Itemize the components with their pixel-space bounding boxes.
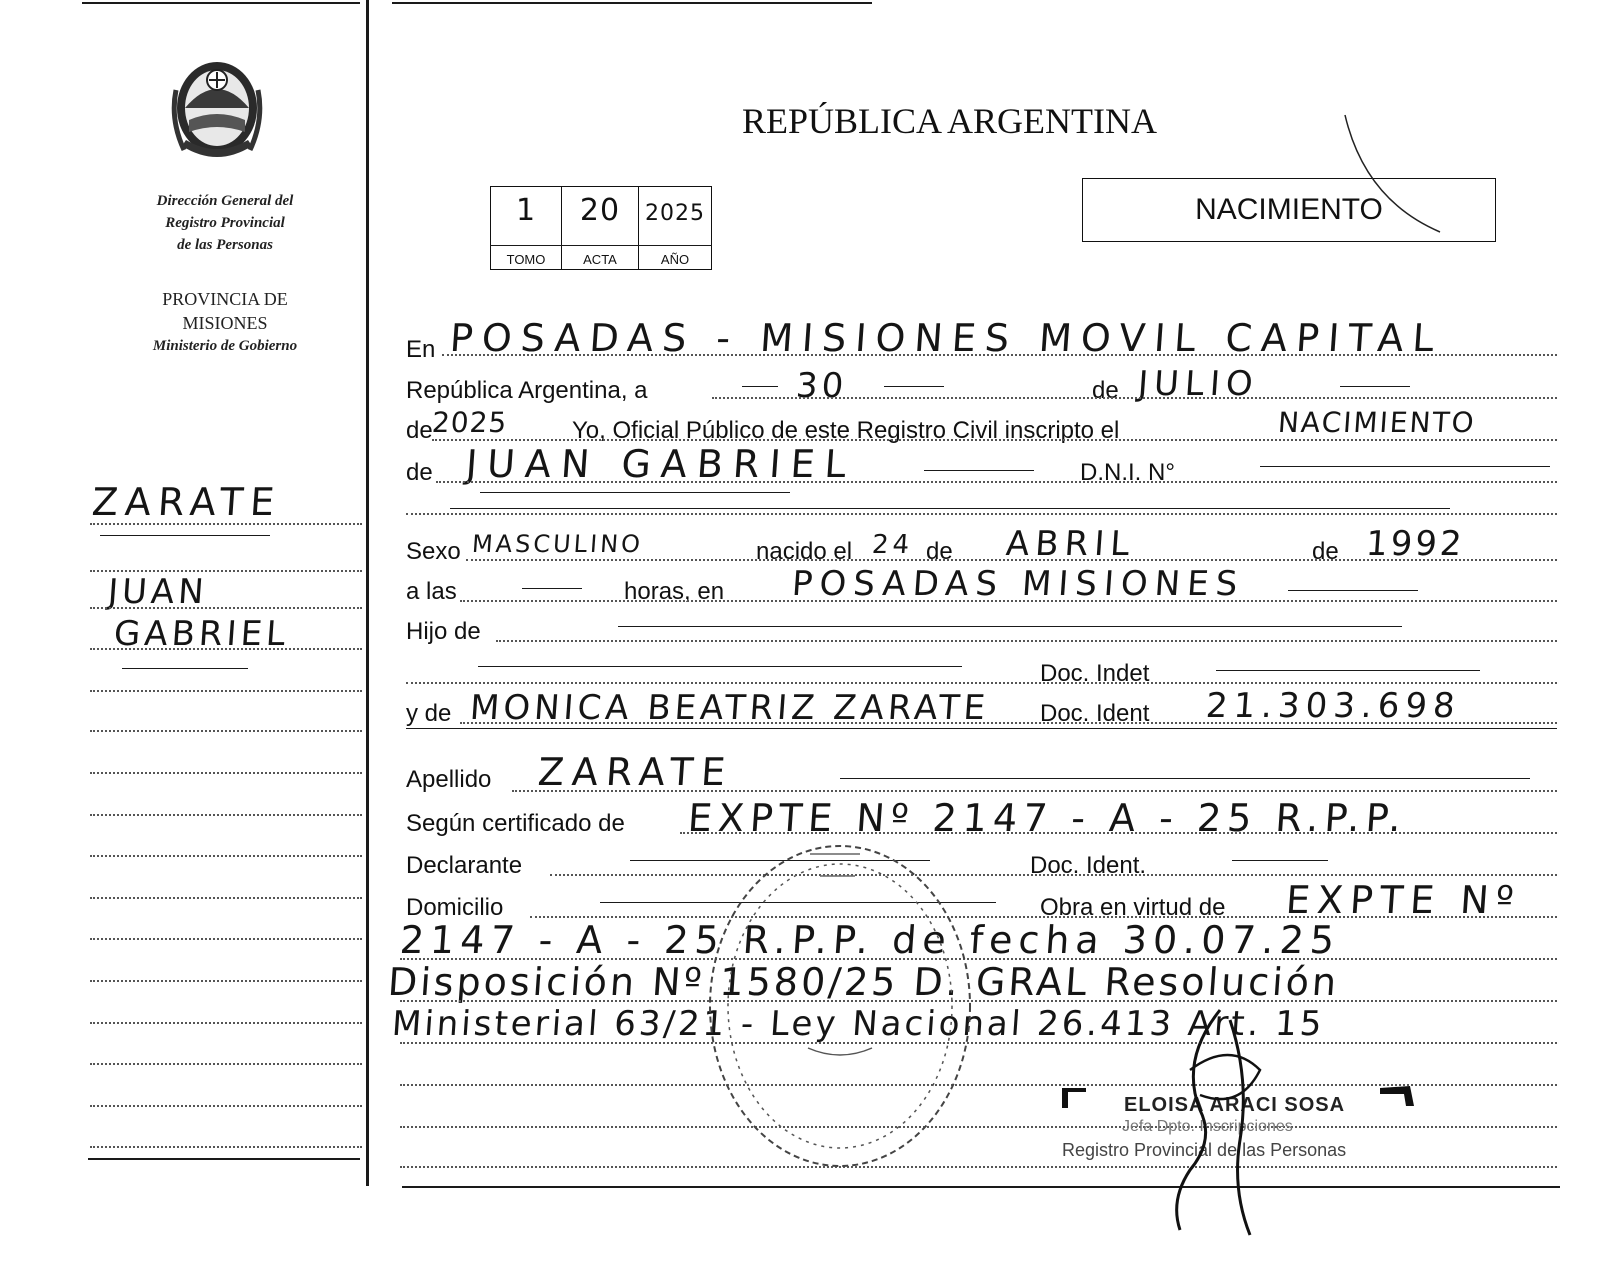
fill-dash <box>1288 590 1418 591</box>
remarks-line-2: Disposición Nº 1580/25 D. GRAL Resolución <box>386 960 1341 1004</box>
mother-name: MONICA BEATRIZ ZARATE <box>468 688 991 728</box>
name-prefix: de <box>406 459 433 486</box>
margin-dotted-line <box>90 814 362 816</box>
ministry-name: Ministerio de Gobierno <box>152 338 298 354</box>
institution-line-1: Dirección General del <box>156 193 294 209</box>
horas-label: horas, en <box>624 578 725 605</box>
institution-line-2: Registro Provincial <box>165 215 285 231</box>
fill-dash <box>478 666 962 667</box>
dotted-line <box>512 790 1557 792</box>
fill-dash <box>924 470 1034 471</box>
yo-statement: Yo, Oficial Público de este Registro Civil inscripto el <box>572 417 1120 444</box>
dotted-line <box>496 640 1557 642</box>
fill-dash <box>450 508 1450 509</box>
sexo-label: Sexo <box>406 538 461 565</box>
bottom-left-rule <box>88 1158 360 1160</box>
de-label: de <box>1092 377 1119 404</box>
province-line-2: MISIONES <box>182 313 268 333</box>
province-line-1: PROVINCIA DE <box>162 289 288 309</box>
margin-dotted-line <box>90 855 362 857</box>
institution-line-3: de las Personas <box>177 237 273 253</box>
obra-value: EXPTE Nº <box>1284 878 1523 922</box>
republica-label: República Argentina, a <box>406 377 648 404</box>
certificate-value: EXPTE Nº 2147 - A - 25 R.P.P. <box>686 796 1409 840</box>
province-name <box>110 287 340 335</box>
dotted-line <box>436 481 1557 483</box>
birth-year: 1992 <box>1364 524 1466 564</box>
margin-dotted-line <box>90 1146 362 1148</box>
dotted-line <box>406 513 1557 515</box>
dotted-line <box>460 600 1557 602</box>
a-las-label: a las <box>406 578 457 605</box>
mother-doc-label: Doc. Ident <box>1040 700 1150 727</box>
margin-name-underline <box>122 668 248 669</box>
fill-dash <box>1340 386 1410 387</box>
fill-dash <box>742 386 778 387</box>
margin-dotted-line <box>90 1063 362 1065</box>
record-type-label: NACIMIENTO <box>1195 193 1383 226</box>
name-underline <box>480 492 790 493</box>
dotted-line <box>460 722 1557 724</box>
certificado-label: Según certificado de <box>406 810 625 837</box>
margin-dotted-line <box>90 607 362 609</box>
margin-dotted-line <box>90 523 362 525</box>
signatory-name: ELOISA ARACI SOSA <box>1124 1094 1346 1116</box>
remarks-line-3: Ministerial 63/21 - Ley Nacional 26.413 Art. 15 <box>390 1004 1326 1044</box>
surname: ZARATE <box>536 750 735 794</box>
dotted-line <box>466 559 1557 561</box>
margin-dotted-line <box>90 730 362 732</box>
top-left-rule <box>82 2 360 4</box>
dotted-line <box>406 682 1557 684</box>
child-name: JUAN GABRIEL <box>464 442 858 486</box>
fill-dash <box>522 588 582 589</box>
registration-place: POSADAS - MISIONES MOVIL CAPITAL <box>448 316 1445 360</box>
margin-surname-underline <box>100 535 270 536</box>
margin-dotted-line <box>90 570 362 572</box>
y-de-label: y de <box>406 700 452 727</box>
section-rule <box>406 728 1557 729</box>
fill-dash <box>1260 466 1550 467</box>
margin-dotted-line <box>90 1105 362 1107</box>
en-label: En <box>406 336 436 363</box>
apellido-label: Apellido <box>406 766 492 793</box>
fill-dash <box>884 386 944 387</box>
registration-year: 2025 <box>430 406 509 439</box>
column-divider <box>366 0 369 1186</box>
nacido-label: nacido el <box>756 538 853 565</box>
declarante-label: Declarante <box>406 852 523 879</box>
obra-label: Obra en virtud de <box>1040 894 1226 921</box>
fill-dash <box>1232 860 1328 861</box>
hijo-label: Hijo de <box>406 618 481 645</box>
dotted-line <box>680 832 1557 834</box>
margin-second-name: GABRIEL <box>112 614 291 654</box>
anio-cell <box>638 186 712 270</box>
tomo-label: TOMO <box>506 252 546 267</box>
registry-box-divider <box>490 245 712 246</box>
institution-name <box>110 190 340 256</box>
fill-dash <box>840 778 1530 779</box>
acta-value: 20 <box>579 193 621 228</box>
handwritten-signature <box>1160 1000 1290 1240</box>
year-prefix: de <box>406 417 433 444</box>
birth-day: 24 <box>870 530 915 560</box>
birth-de-label-2: de <box>1312 538 1339 565</box>
margin-dotted-line <box>90 980 362 982</box>
tomo-cell <box>490 186 562 270</box>
acta-label: ACTA <box>583 252 617 267</box>
dotted-line <box>712 397 1557 399</box>
country-title: REPÚBLICA ARGENTINA <box>742 101 1158 141</box>
margin-dotted-line <box>90 772 362 774</box>
sex-value: MASCULINO <box>471 530 644 558</box>
top-right-rule <box>392 2 872 4</box>
dotted-line <box>442 354 1557 356</box>
anio-label: AÑO <box>660 252 690 267</box>
acta-cell <box>561 186 639 270</box>
pen-stroke-mark <box>1340 110 1450 240</box>
margin-dotted-line <box>90 938 362 940</box>
registration-month: JULIO <box>1136 364 1261 404</box>
registration-day: 30 <box>794 366 849 406</box>
official-stamp <box>690 836 990 1196</box>
tomo-value: 1 <box>515 193 537 228</box>
anio-value: 2025 <box>645 201 705 226</box>
birth-month: ABRIL <box>1004 524 1137 564</box>
fill-dash <box>1216 670 1480 671</box>
margin-dotted-line <box>90 897 362 899</box>
margin-dotted-line <box>90 1022 362 1024</box>
margin-surname: ZARATE <box>90 480 283 524</box>
domicilio-label: Domicilio <box>406 894 504 921</box>
margin-first-name: JUAN <box>106 572 210 612</box>
doc-indet-label: Doc. Indet <box>1040 660 1150 687</box>
declarante-doc-label: Doc. Ident. <box>1030 852 1147 879</box>
margin-dotted-line <box>90 648 362 650</box>
mother-doc-number: 21.303.698 <box>1204 686 1463 726</box>
signatory-office: Registro Provincial de las Personas <box>1062 1140 1347 1160</box>
act-type: NACIMIENTO <box>1276 406 1477 439</box>
dotted-line <box>432 439 1557 441</box>
fill-dash <box>618 626 1402 627</box>
signatory-title: Jefa Dpto. Inscripciones <box>1122 1118 1293 1135</box>
remarks-line-1: 2147 - A - 25 R.P.P. de fecha 30.07.25 <box>398 918 1342 962</box>
birth-place: POSADAS MISIONES <box>790 564 1246 604</box>
coat-of-arms-seal <box>164 50 270 170</box>
dni-label: D.N.I. N° <box>1080 459 1175 486</box>
margin-dotted-line <box>90 690 362 692</box>
birth-de-label: de <box>926 538 953 565</box>
